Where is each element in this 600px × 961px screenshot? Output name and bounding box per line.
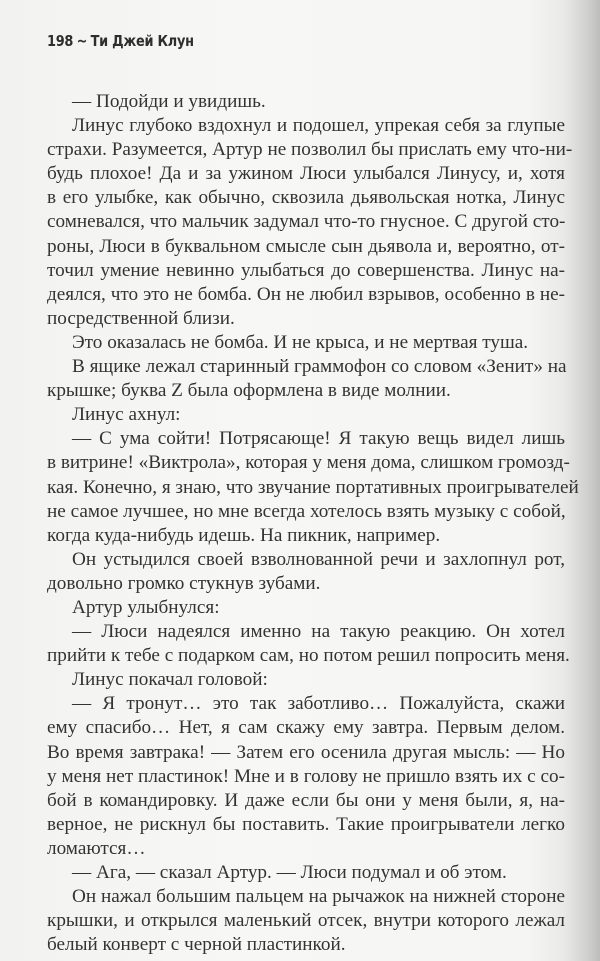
text-line: не самое лучшее, но мне всегда хотелось взять музыку с собой, (47, 500, 566, 522)
text-line: бой в командировку. И даже если бы они у меня были, я, на- (47, 789, 565, 811)
text-line: — Я тронут… это так заботливо… Пожалуйста, скажи (72, 693, 565, 715)
text-line: В ящике лежал старинный граммофон со словом «Зенит» на (72, 356, 567, 378)
body-text (47, 90, 579, 957)
text-line: в витрине! «Виктрола», которая у меня дома, слишком громозд- (47, 452, 570, 474)
paragraph (47, 596, 565, 620)
text-line: прийти к тебе с подарком сам, но потом решил попросить меня. (47, 645, 570, 667)
author-name: Ти Джей Клун (90, 32, 194, 50)
text-line: довольно громко стукнув зубами. (47, 572, 321, 594)
text-line: у меня нет пластинок! Мне и в голову не пришло взять их с со- (47, 765, 565, 787)
text-line: верное, не рискнул бы поставить. Такие проигрыватели легко (47, 813, 565, 835)
text-line: Он нажал большим пальцем на рычажок на нижней стороне (72, 886, 565, 908)
text-line: кая. Конечно, я знаю, что звучание портативных проигрывателей (47, 476, 579, 498)
paragraph (47, 692, 565, 861)
paragraph (47, 331, 565, 355)
header-separator: ~ (76, 32, 88, 50)
text-line: крышки, и открылся маленький отсек, внутри которого лежал (47, 910, 565, 932)
paragraph (47, 620, 570, 668)
paragraph (47, 90, 565, 114)
text-line: когда куда-нибудь идешь. На пикник, например. (47, 524, 441, 546)
text-line: Артур улыбнулся: (72, 596, 220, 618)
text-line: крышке; буква Z была оформлена в виде молнии. (47, 380, 451, 402)
text-line: Линус ахнул: (72, 404, 181, 426)
text-line: ему спасибо… Нет, я сам скажу ему завтра. Первым делом. (47, 717, 565, 739)
text-line: Линус глубоко вздохнул и подошел, упрекая себя за глупые (72, 115, 565, 137)
text-line: белый конверт с черной пластинкой. (47, 934, 346, 956)
text-line: — С ума сойти! Потрясающе! Я такую вещь видел лишь (72, 428, 565, 450)
text-line: ломаются… (47, 837, 146, 859)
text-line: Линус покачал головой: (72, 669, 268, 691)
text-line: Во время завтрака! — Затем его осенила другая мысль: — Но (47, 741, 565, 763)
text-line: посредственной близи. (47, 307, 235, 329)
paragraph (47, 403, 565, 427)
text-line: страхи. Разумеется, Артур не позволил бы прислать ему что-ни- (47, 139, 573, 161)
text-line: деялся, что это не бомба. Он не любил взрывов, особенно в не- (47, 283, 565, 305)
text-line: Он устыдился своей взволнованной речи и захлопнул рот, (72, 548, 565, 570)
paragraph (47, 885, 565, 957)
paragraph (47, 427, 579, 547)
text-line: — Люси надеялся именно на такую реакцию. Он хотел (72, 621, 565, 643)
text-line: будь плохое! Да и за ужином Люси улыбался Линусу, и, хотя (47, 163, 565, 185)
running-head (47, 32, 194, 50)
paragraph (47, 668, 565, 692)
text-line: — Подойди и увидишь. (72, 91, 266, 112)
text-line: точил умение невинно улыбаться до совершенства. Линус на- (47, 259, 565, 281)
text-line: Это оказалась не бомба. И не крыса, и не мертвая туша. (72, 331, 529, 353)
paragraph (47, 548, 565, 596)
text-line: роны, Люси в буквальном смысле сын дьявола и, вероятно, от- (47, 235, 565, 257)
text-line: сомневался, что мальчик задумал что-то гнусное. С другой сто- (47, 211, 566, 233)
text-line: в его улыбке, как обычно, сквозила дьявольская нотка, Линус (47, 187, 565, 209)
paragraph (47, 355, 565, 403)
page-number: 198 (47, 32, 74, 50)
paragraph (47, 114, 573, 331)
paragraph (47, 861, 565, 885)
text-line: — Ага, — сказал Артур. — Люси подумал и об этом. (72, 862, 507, 883)
